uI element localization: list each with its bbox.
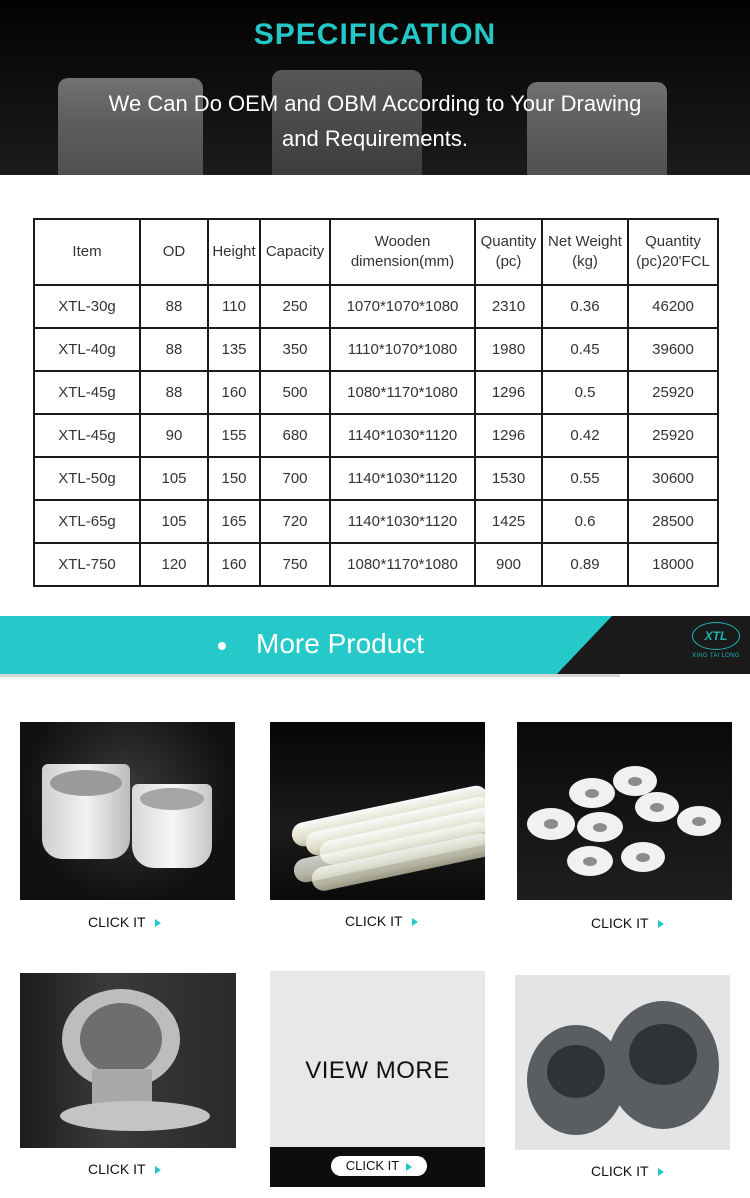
table-row (34, 457, 718, 500)
cell-item: XTL-40g (34, 328, 140, 371)
header-capacity: Capacity (260, 219, 330, 285)
more-product-bar (0, 616, 750, 674)
cell-height: 160 (208, 543, 260, 586)
spec-table (33, 218, 719, 587)
header-wooden-dimension (330, 219, 475, 285)
click-it-link[interactable] (88, 1161, 161, 1177)
cell-od: 105 (140, 500, 208, 543)
cell-wooden-dimension: 1140*1030*1120 (330, 414, 475, 457)
logo-mark: XTL (692, 622, 740, 650)
brand-logo (688, 622, 744, 668)
cell-wooden-dimension: 1140*1030*1120 (330, 457, 475, 500)
cell-capacity: 500 (260, 371, 330, 414)
product-image-bushings[interactable] (515, 975, 730, 1150)
arrow-right-icon (658, 920, 664, 928)
page-title: SPECIFICATION (253, 18, 497, 51)
hero-banner (0, 0, 750, 175)
cell-capacity: 750 (260, 543, 330, 586)
more-product-heading (218, 628, 424, 660)
view-more-band (270, 1147, 485, 1187)
bullet-icon (218, 642, 226, 650)
header-text: Wooden (374, 233, 431, 250)
cell-height: 150 (208, 457, 260, 500)
click-it-link[interactable] (88, 914, 161, 930)
cell-item: XTL-45g (34, 371, 140, 414)
cell-quantity-fcl: 39600 (628, 328, 718, 371)
cell-od: 88 (140, 285, 208, 328)
cell-quantity: 1425 (475, 500, 542, 543)
product-image-rings[interactable] (517, 722, 732, 900)
cell-item: XTL-45g (34, 414, 140, 457)
view-more-tile[interactable] (270, 971, 485, 1187)
arrow-right-icon (406, 1163, 412, 1171)
header-text: Quantity (480, 233, 537, 250)
click-it-button[interactable] (331, 1156, 427, 1176)
cell-od: 88 (140, 371, 208, 414)
click-it-label: CLICK IT (345, 1158, 400, 1173)
logo-name: XING TAI LONG (692, 653, 740, 659)
product-image-crucibles[interactable] (20, 722, 235, 900)
table-row (34, 543, 718, 586)
header-quantity (475, 219, 542, 285)
click-it-link[interactable] (591, 915, 664, 931)
cell-quantity-fcl: 25920 (628, 414, 718, 457)
click-it-label: CLICK IT (591, 1163, 649, 1179)
header-text: dimension(mm) (350, 253, 455, 270)
table-header-row (34, 219, 718, 285)
header-od: OD (140, 219, 208, 285)
hero-subtitle-line2: and Requirements. (282, 126, 468, 151)
header-text: Quantity (645, 233, 701, 250)
click-it-label: CLICK IT (345, 913, 403, 929)
arrow-right-icon (155, 919, 161, 927)
cell-capacity: 680 (260, 414, 330, 457)
crucible-shape (42, 764, 130, 859)
view-more-label: VIEW MORE (305, 1057, 450, 1084)
cell-quantity: 1980 (475, 328, 542, 371)
hero-subtitle (60, 86, 690, 156)
arrow-right-icon (155, 1166, 161, 1174)
table-body (34, 285, 718, 586)
arrow-right-icon (658, 1168, 664, 1176)
table-row (34, 500, 718, 543)
header-text: (pc)20'FCL (636, 253, 710, 270)
cell-net-weight: 0.5 (542, 371, 628, 414)
table-row (34, 285, 718, 328)
header-net-weight (542, 219, 628, 285)
cell-quantity: 1296 (475, 371, 542, 414)
cell-net-weight: 0.6 (542, 500, 628, 543)
cell-quantity-fcl: 18000 (628, 543, 718, 586)
crucible-shape (132, 784, 212, 868)
cell-height: 160 (208, 371, 260, 414)
cell-capacity: 700 (260, 457, 330, 500)
cell-height: 165 (208, 500, 260, 543)
cell-wooden-dimension: 1080*1170*1080 (330, 543, 475, 586)
cell-od: 120 (140, 543, 208, 586)
header-item: Item (34, 219, 140, 285)
cell-wooden-dimension: 1140*1030*1120 (330, 500, 475, 543)
cell-item: XTL-30g (34, 285, 140, 328)
cell-quantity-fcl: 30600 (628, 457, 718, 500)
cell-od: 88 (140, 328, 208, 371)
table-row (34, 414, 718, 457)
header-text: (pc) (495, 253, 522, 270)
header-text: (kg) (572, 253, 598, 270)
cell-od: 90 (140, 414, 208, 457)
arrow-right-icon (412, 918, 418, 926)
more-product-label: More Product (256, 628, 425, 659)
hero-subtitle-line1: We Can Do OEM and OBM According to Your Drawing (108, 91, 642, 116)
cell-capacity: 250 (260, 285, 330, 328)
cell-height: 155 (208, 414, 260, 457)
cell-wooden-dimension: 1110*1070*1080 (330, 328, 475, 371)
cell-quantity-fcl: 46200 (628, 285, 718, 328)
table-row (34, 328, 718, 371)
cell-wooden-dimension: 1070*1070*1080 (330, 285, 475, 328)
header-text: Net Weight (548, 233, 622, 250)
cell-net-weight: 0.42 (542, 414, 628, 457)
cell-net-weight: 0.55 (542, 457, 628, 500)
cell-capacity: 720 (260, 500, 330, 543)
cell-quantity: 2310 (475, 285, 542, 328)
cell-quantity-fcl: 25920 (628, 371, 718, 414)
cell-height: 110 (208, 285, 260, 328)
cell-quantity-fcl: 28500 (628, 500, 718, 543)
cell-wooden-dimension: 1080*1170*1080 (330, 371, 475, 414)
header-height: Height (208, 219, 260, 285)
click-it-label: CLICK IT (88, 1161, 146, 1177)
table-row (34, 371, 718, 414)
cell-net-weight: 0.89 (542, 543, 628, 586)
cell-capacity: 350 (260, 328, 330, 371)
divider (0, 674, 620, 677)
product-image-tubes[interactable] (270, 722, 485, 900)
tee-shape (60, 1101, 210, 1131)
cell-item: XTL-750 (34, 543, 140, 586)
cell-od: 105 (140, 457, 208, 500)
cell-net-weight: 0.36 (542, 285, 628, 328)
header-quantity-fcl (628, 219, 718, 285)
cell-item: XTL-65g (34, 500, 140, 543)
click-it-label: CLICK IT (591, 915, 649, 931)
cell-net-weight: 0.45 (542, 328, 628, 371)
cell-quantity: 1296 (475, 414, 542, 457)
click-it-label: CLICK IT (88, 914, 146, 930)
cell-item: XTL-50g (34, 457, 140, 500)
cell-height: 135 (208, 328, 260, 371)
product-image-tee-fitting[interactable] (20, 973, 236, 1148)
cell-quantity: 1530 (475, 457, 542, 500)
click-it-link[interactable] (591, 1163, 664, 1179)
click-it-link[interactable] (345, 913, 418, 929)
cell-quantity: 900 (475, 543, 542, 586)
